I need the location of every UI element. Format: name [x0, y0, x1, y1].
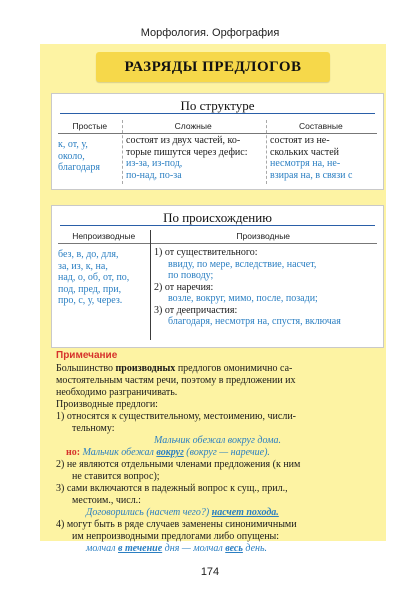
example-line: по поводу;: [168, 270, 214, 281]
example-line: благодаря, несмотря на, спустя, включая: [168, 316, 341, 327]
list-item: благодаря: [58, 162, 100, 173]
derived-group-label: 1) от существительного:: [154, 247, 258, 258]
note-list-item: 1) относятся к существительному, местоимению, числи-: [56, 411, 296, 422]
structure-column-headers: [58, 120, 377, 134]
page-number: 174: [200, 566, 220, 578]
description-line: торые пишутся через дефис:: [126, 146, 248, 158]
list-item: над, о, об, от, по,: [58, 272, 130, 283]
derived-prepositions: [154, 247, 341, 328]
note-section: [56, 350, 379, 554]
description-line: состоят из двух частей, ко-: [126, 135, 241, 146]
list-item: за, из, к, на,: [58, 260, 108, 272]
note-list-item: 4) могут быть в ряде случаев заменены синонимичными: [56, 519, 297, 530]
note-list-item: 3) сами включаются в падежный вопрос к сущ., прил.,: [56, 483, 288, 494]
example-line: несмотря на, не-: [270, 158, 341, 169]
column-divider: [122, 120, 123, 184]
list-item: к, от, у,: [58, 139, 88, 150]
derived-group-label: 3) от деепричастия:: [154, 304, 238, 316]
page-title: РАЗРЯДЫ ПРЕДЛОГОВ: [96, 52, 330, 82]
example-sentence: но: Мальчик обежал вокруг (вокруг — наречие).: [66, 447, 270, 458]
origin-table: [51, 205, 384, 348]
note-text: Производные предлоги:: [56, 399, 158, 410]
note-text: Большинство производных предлогов омонимично са-: [56, 363, 293, 374]
description-line: состоят из не-: [270, 135, 330, 146]
example-line: возле, вокруг, мимо, после, позади;: [168, 293, 318, 304]
column-header-simple: Простые: [72, 121, 108, 131]
column-divider: [150, 230, 151, 340]
example-line: по-над, по-за: [126, 169, 182, 181]
column-header-primary: Непроизводные: [72, 231, 136, 241]
derived-group-label: 2) от наречия:: [154, 281, 214, 293]
example-line: ввиду, по мере, вследствие, насчет,: [168, 258, 317, 270]
note-list-item: 2) не являются отдельными членами предложения (к ним: [56, 459, 301, 470]
note-list-item: им непроизводными предлогами либо опущены:: [72, 531, 280, 542]
list-item: около,: [58, 150, 85, 162]
note-list-item: местоим., числ.:: [72, 495, 141, 506]
list-item: про, с, у, через.: [58, 295, 123, 306]
example-sentence: Мальчик обежал вокруг дома.: [154, 435, 281, 446]
description-line: скольких частей: [270, 146, 339, 158]
primary-prepositions: [58, 249, 129, 307]
structure-heading: По структуре: [60, 98, 375, 114]
list-item: под, пред, при,: [58, 283, 122, 295]
example-line: взирая на, в связи с: [270, 169, 353, 181]
note-title: Примечание: [56, 350, 118, 361]
note-list-item: не ставится вопрос);: [72, 471, 160, 482]
column-divider: [266, 120, 267, 184]
example-sentence: молчал в течение дня — молчал весь день.: [86, 543, 268, 554]
column-header-complex: Сложные: [174, 121, 212, 131]
origin-heading: По происхождению: [60, 210, 375, 226]
column-header-derived: Производные: [236, 231, 291, 241]
origin-column-headers: [58, 230, 377, 244]
page-header: Морфология. Орфография: [140, 27, 280, 39]
note-text: мостоятельным частям речи, поэтому в предложении их: [56, 375, 296, 386]
complex-prepositions: [126, 135, 248, 181]
simple-prepositions: [58, 139, 100, 174]
structure-table: [51, 93, 384, 190]
list-item: без, в, до, для,: [58, 249, 119, 260]
note-list-item: тельному:: [72, 423, 115, 434]
example-sentence: Договорились (насчет чего?) насчет похода.: [86, 507, 279, 518]
column-header-compound: Составные: [299, 121, 343, 131]
note-text: необходимо разграничивать.: [56, 387, 178, 398]
example-line: из-за, из-под,: [126, 158, 183, 169]
compound-prepositions: [270, 135, 352, 181]
